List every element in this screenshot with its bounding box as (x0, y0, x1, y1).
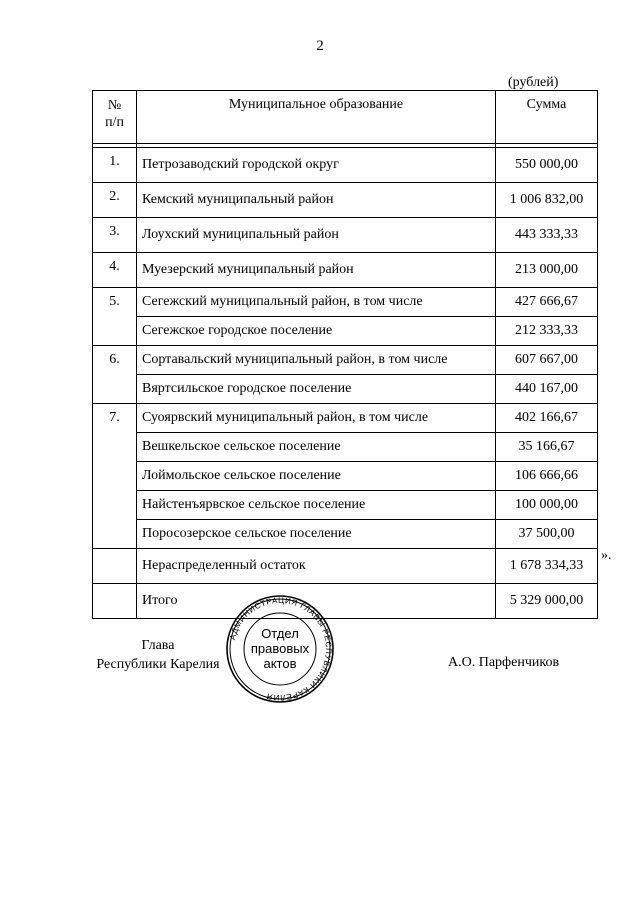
table-row (93, 462, 598, 491)
row-name: Итого (137, 584, 496, 619)
table-row (93, 433, 598, 462)
row-sum: 100 000,00 (496, 491, 598, 520)
signatory-title-line1: Глава (141, 638, 175, 653)
header-sum: Сумма (496, 91, 598, 144)
header-num: № п/п (93, 91, 137, 144)
row-number: 2. (93, 183, 137, 218)
row-name: Лоймольское сельское поселение (137, 462, 496, 491)
row-name: Найстенъярвское сельское поселение (137, 491, 496, 520)
row-sum: 607 667,00 (496, 346, 598, 375)
table-row (93, 148, 598, 183)
table-row (93, 253, 598, 288)
table-row (93, 404, 598, 433)
closing-quote: ». (601, 548, 612, 563)
table-row (93, 218, 598, 253)
row-sum: 35 166,67 (496, 433, 598, 462)
row-number (93, 549, 137, 584)
row-name: Кемский муниципальный район (137, 183, 496, 218)
row-name: Суоярвский муниципальный район, в том числе (137, 404, 496, 433)
allocation-table (92, 90, 598, 619)
unit-note: (рублей) (508, 75, 559, 90)
row-name: Сегежское городское поселение (137, 317, 496, 346)
table-header-row (93, 91, 598, 144)
table-row (93, 317, 598, 346)
row-sum: 37 500,00 (496, 520, 598, 549)
page-number: 2 (316, 38, 324, 54)
stamp-line2: правовых (250, 641, 310, 656)
table-row (93, 520, 598, 549)
row-sum: 550 000,00 (496, 148, 598, 183)
stamp-line1: Отдел (261, 626, 299, 641)
row-sum: 443 333,33 (496, 218, 598, 253)
row-name: Муезерский муниципальный район (137, 253, 496, 288)
table-row (93, 346, 598, 375)
row-name: Поросозерское сельское поселение (137, 520, 496, 549)
table-row (93, 183, 598, 218)
row-number: 7. (93, 404, 137, 549)
row-name: Сортавальский муниципальный район, в том числе (137, 346, 496, 375)
row-sum: 212 333,33 (496, 317, 598, 346)
row-name: Петрозаводский городской округ (137, 148, 496, 183)
table-row-total (93, 584, 598, 619)
row-number: 5. (93, 288, 137, 346)
row-name: Лоухский муниципальный район (137, 218, 496, 253)
row-sum: 402 166,67 (496, 404, 598, 433)
stamp-line3: актов (263, 656, 297, 671)
row-sum: 213 000,00 (496, 253, 598, 288)
official-stamp (218, 595, 342, 703)
row-number: 3. (93, 218, 137, 253)
stamp-ring-text: АДМИНИСТРАЦИЯ ГЛАВЫ РЕСПУБЛИКИ КАРЕЛИЯ (227, 595, 334, 703)
row-number: 4. (93, 253, 137, 288)
row-sum: 5 329 000,00 (496, 584, 598, 619)
row-sum: 440 167,00 (496, 375, 598, 404)
row-sum: 1 678 334,33 (496, 549, 598, 584)
row-sum: 106 666,66 (496, 462, 598, 491)
table-row (93, 491, 598, 520)
row-name: Вешкельское сельское поселение (137, 433, 496, 462)
row-sum: 427 666,67 (496, 288, 598, 317)
row-number (93, 584, 137, 619)
row-number: 6. (93, 346, 137, 404)
table-body (93, 148, 598, 619)
row-name: Сегежский муниципальный район, в том числе (137, 288, 496, 317)
signatory-title-line2: Республики Карелия (96, 657, 220, 672)
signatory-title (88, 636, 228, 674)
table-row (93, 288, 598, 317)
row-name: Нераспределенный остаток (137, 549, 496, 584)
header-name: Муниципальное образование (137, 91, 496, 144)
table-row (93, 375, 598, 404)
row-name: Вяртсильское городское поселение (137, 375, 496, 404)
table-row (93, 549, 598, 584)
row-sum: 1 006 832,00 (496, 183, 598, 218)
row-number: 1. (93, 148, 137, 183)
signatory-name: А.О. Парфенчиков (448, 655, 560, 670)
